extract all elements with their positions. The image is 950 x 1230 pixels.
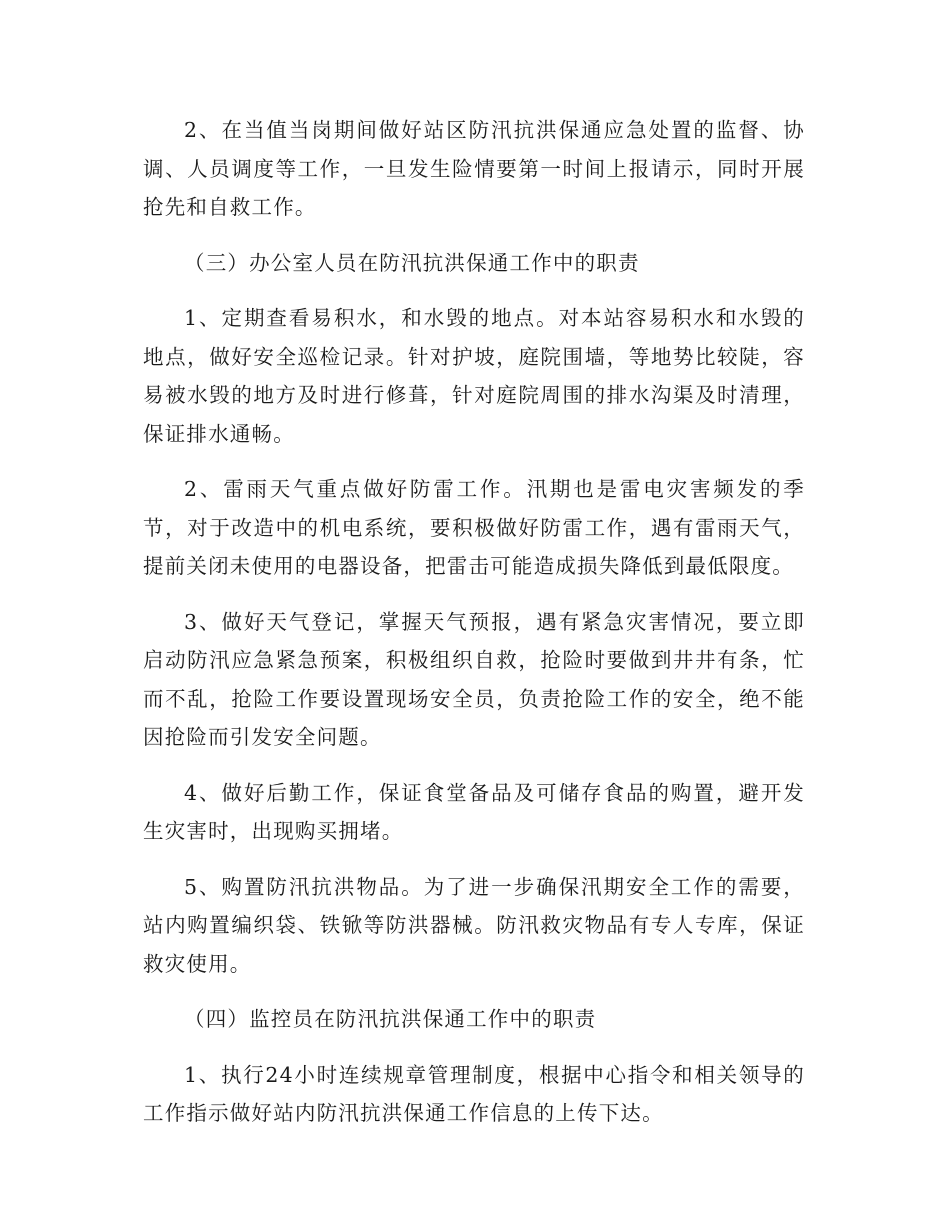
paragraph-office-item-2: 2、雷雨天气重点做好防雷工作。汛期也是雷电灾害频发的季节，对于改造中的机电系统，要积极做好防雷工作，遇有雷雨天气，提前关闭未使用的电器设备，把雷击可能造成损失降低到最低限度。	[143, 477, 805, 578]
section-heading-monitor-staff: （四）监控员在防汛抗洪保通工作中的职责	[184, 1007, 597, 1031]
paragraph-office-item-3: 3、做好天气登记，掌握天气预报，遇有紧急灾害情况，要立即启动防汛应急紧急预案，积极组织自救，抢险时要做到井井有条，忙而不乱，抢险工作要设置现场安全员，负责抢险工作的安全，绝不能因抢险而引发安全问题。	[143, 609, 805, 749]
section-heading-office-staff: （三）办公室人员在防汛抗洪保通工作中的职责	[184, 250, 640, 275]
paragraph-office-item-5: 5、购置防汛抗洪物品。为了进一步确保汛期安全工作的需要，站内购置编织袋、铁锨等防洪器械。防汛救灾物品有专人专库，保证救灾使用。	[143, 874, 805, 976]
paragraph-duty-item-2: 2、在当值当岗期间做好站区防汛抗洪保通应急处置的监督、协调、人员调度等工作，一旦发生险情要第一时间上报请示，同时开展抢先和自救工作。	[143, 118, 805, 219]
document-body	[143, 111, 805, 1150]
paragraph-office-item-1: 1、定期查看易积水，和水毁的地点。对本站容易积水和水毁的地点，做好安全巡检记录。针对护坡，庭院围墙，等地势比较陡，容易被水毁的地方及时进行修葺，针对庭院周围的排水沟渠及时清理，保证排水通畅。	[143, 306, 805, 446]
paragraph-office-item-4: 4、做好后勤工作，保证食堂备品及可储存食品的购置，避开发生灾害时，出现购买拥堵。	[143, 780, 805, 843]
paragraph-monitor-item-1: 1、执行24小时连续规章管理制度，根据中心指令和相关领导的工作指示做好站内防汛抗洪保通工作信息的上传下达。	[143, 1062, 805, 1125]
